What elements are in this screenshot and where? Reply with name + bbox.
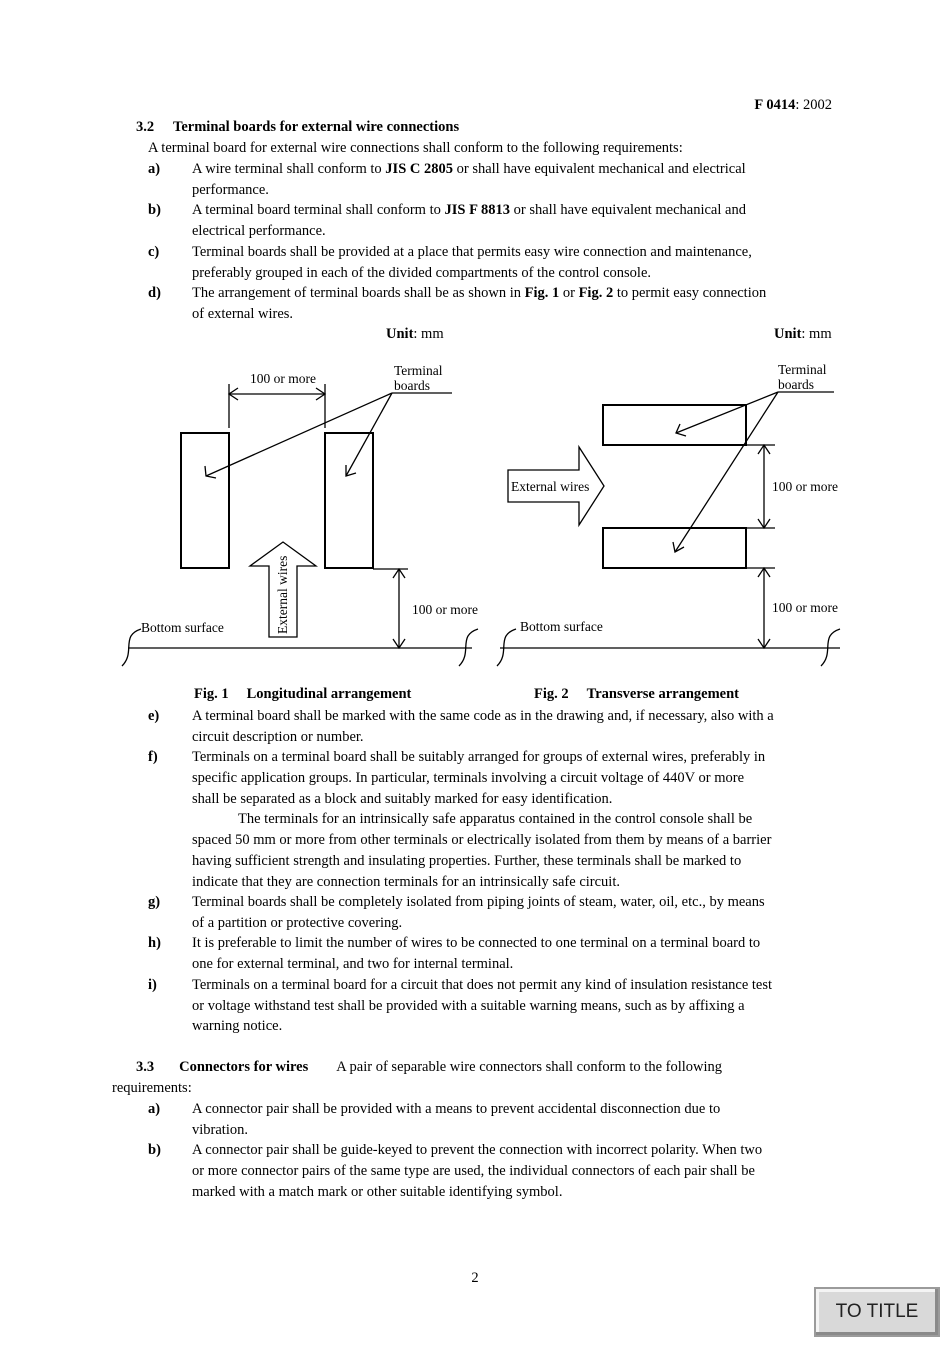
fig2-caption: Fig. 2 Transverse arrangement <box>534 686 739 702</box>
item-label-d: d) <box>148 285 161 301</box>
item-label-e: e) <box>148 708 160 724</box>
fig2-dim-bottom-label: 100 or more <box>772 600 838 615</box>
item-b-line-2: electrical performance. <box>192 223 326 239</box>
item-f-line-3: shall be separated as a block and suitably marked for easy identification. <box>192 791 613 807</box>
section-3-3-intro-line-2: requirements: <box>112 1080 192 1096</box>
fig1-right-board <box>325 433 373 568</box>
fig1-left-board <box>181 433 229 568</box>
item-label-i: i) <box>148 977 157 993</box>
item-3-3-b-line-3: marked with a match mark or other suitable identifying symbol. <box>192 1184 563 1200</box>
fig2-external-wires-label: External wires <box>511 479 590 494</box>
fig1-bottom-surface-label: Bottom surface <box>141 620 224 635</box>
fig1-terminal-label-2: boards <box>394 378 430 393</box>
section-intro: A terminal board for external wire connections shall conform to the following requirements: <box>148 140 683 156</box>
item-3-3-b-line-1: A connector pair shall be guide-keyed to prevent the connection with incorrect polarity. When two <box>192 1142 763 1158</box>
fig1-caption: Fig. 1 Longitudinal arrangement <box>194 686 412 702</box>
fig1-dim-top-label: 100 or more <box>250 371 316 386</box>
section-number: 3.2 <box>136 119 155 135</box>
fig1-unit: Unit: mm <box>386 326 444 342</box>
item-label-g: g) <box>148 894 161 910</box>
item-b-line-1: A terminal board terminal shall conform to JIS F 8813 or shall have equivalent mechanical and <box>192 202 746 218</box>
item-f-line-1: Terminals on a terminal board shall be suitably arranged for groups of external wires, preferably in <box>192 749 766 765</box>
standard-code: F 0414 <box>754 97 796 113</box>
fig2-terminal-label-1: Terminal <box>778 362 827 377</box>
item-label-b: b) <box>148 202 161 218</box>
item-3-3-label-b: b) <box>148 1142 161 1158</box>
fig2-top-board <box>603 405 746 445</box>
item-c-line-1: Terminal boards shall be provided at a place that permits easy wire connection and maintenance, <box>192 244 752 260</box>
item-i-line-3: warning notice. <box>192 1018 283 1034</box>
fig2-bottom-surface-label: Bottom surface <box>520 619 603 634</box>
item-e-line-2: circuit description or number. <box>192 729 364 745</box>
item-f-para2-line-4: indicate that they are connection terminals for an intrinsically safe circuit. <box>192 874 620 890</box>
item-label-c: c) <box>148 244 160 260</box>
item-3-3-a-line-2: vibration. <box>192 1122 248 1138</box>
section-3-3-intro-line-1: 3.3 Connectors for wires A pair of separable wire connectors shall conform to the following <box>136 1059 723 1075</box>
item-label-f: f) <box>148 749 158 765</box>
item-c-line-2: preferably grouped in each of the divided compartments of the control console. <box>192 265 652 281</box>
fig1-external-wires-label: External wires <box>275 555 290 634</box>
section-title: Terminal boards for external wire connections <box>173 119 460 135</box>
item-f-para2-line-3: having sufficient strength and insulating properties. Further, these terminals shall be marked to <box>192 853 742 869</box>
item-f-line-2: specific application groups. In particular, terminals involving a circuit voltage of 440V or more <box>192 770 745 786</box>
item-a-line-2: performance. <box>192 182 269 198</box>
section-3-3-number: 3.3 <box>136 1059 155 1075</box>
item-f-para2-line-2: spaced 50 mm or more from other terminals or electrically isolated from them by means of a barrier <box>192 832 772 848</box>
to-title-button[interactable]: TO TITLE <box>814 1287 940 1337</box>
item-g-line-2: of a partition or protective covering. <box>192 915 403 931</box>
fig2-terminal-label-2: boards <box>778 377 814 392</box>
item-i-line-2: or voltage withstand test shall be provided with a suitable warning means, such as by affixing a <box>192 998 745 1014</box>
fig2-leader-top <box>676 392 778 433</box>
item-d-line-2: of external wires. <box>192 306 294 322</box>
item-3-3-label-a: a) <box>148 1101 161 1117</box>
item-a-line-1: A wire terminal shall conform to JIS C 2805 or shall have equivalent mechanical and electrical <box>192 161 746 177</box>
item-label-a: a) <box>148 161 161 177</box>
item-h-line-2: one for external terminal, and two for internal terminal. <box>192 956 514 972</box>
item-i-line-1: Terminals on a terminal board for a circuit that does not permit any kind of insulation resistance test <box>192 977 773 993</box>
item-g-line-1: Terminal boards shall be completely isolated from piping joints of steam, water, oil, etc., by means <box>192 894 765 910</box>
page-number: 2 <box>471 1270 479 1286</box>
item-f-para2-line-1: The terminals for an intrinsically safe apparatus contained in the control console shall be <box>238 811 753 827</box>
fig1-terminal-label-1: Terminal <box>394 363 443 378</box>
fig1-dim-bottom-label: 100 or more <box>412 602 478 617</box>
fig2-unit: Unit: mm <box>774 326 832 342</box>
fig1-leader-right <box>346 393 392 476</box>
item-e-line-1: A terminal board shall be marked with the same code as in the drawing and, if necessary, also with a <box>192 708 774 724</box>
fig2-dim-mid-label: 100 or more <box>772 479 838 494</box>
item-label-h: h) <box>148 935 161 951</box>
item-d-line-1: The arrangement of terminal boards shall be as shown in Fig. 1 or Fig. 2 to permit easy connection <box>192 285 767 301</box>
section-3-3-title: Connectors for wires <box>179 1059 309 1075</box>
standard-year: : 2002 <box>795 97 832 113</box>
fig1-leader-left <box>206 393 392 476</box>
item-3-3-b-line-2: or more connector pairs of the same type are used, the individual connectors of each pair shall be <box>192 1163 755 1179</box>
item-h-line-1: It is preferable to limit the number of wires to be connected to one terminal on a terminal board to <box>192 935 761 951</box>
item-3-3-a-line-1: A connector pair shall be provided with a means to prevent accidental disconnection due to <box>192 1101 721 1117</box>
